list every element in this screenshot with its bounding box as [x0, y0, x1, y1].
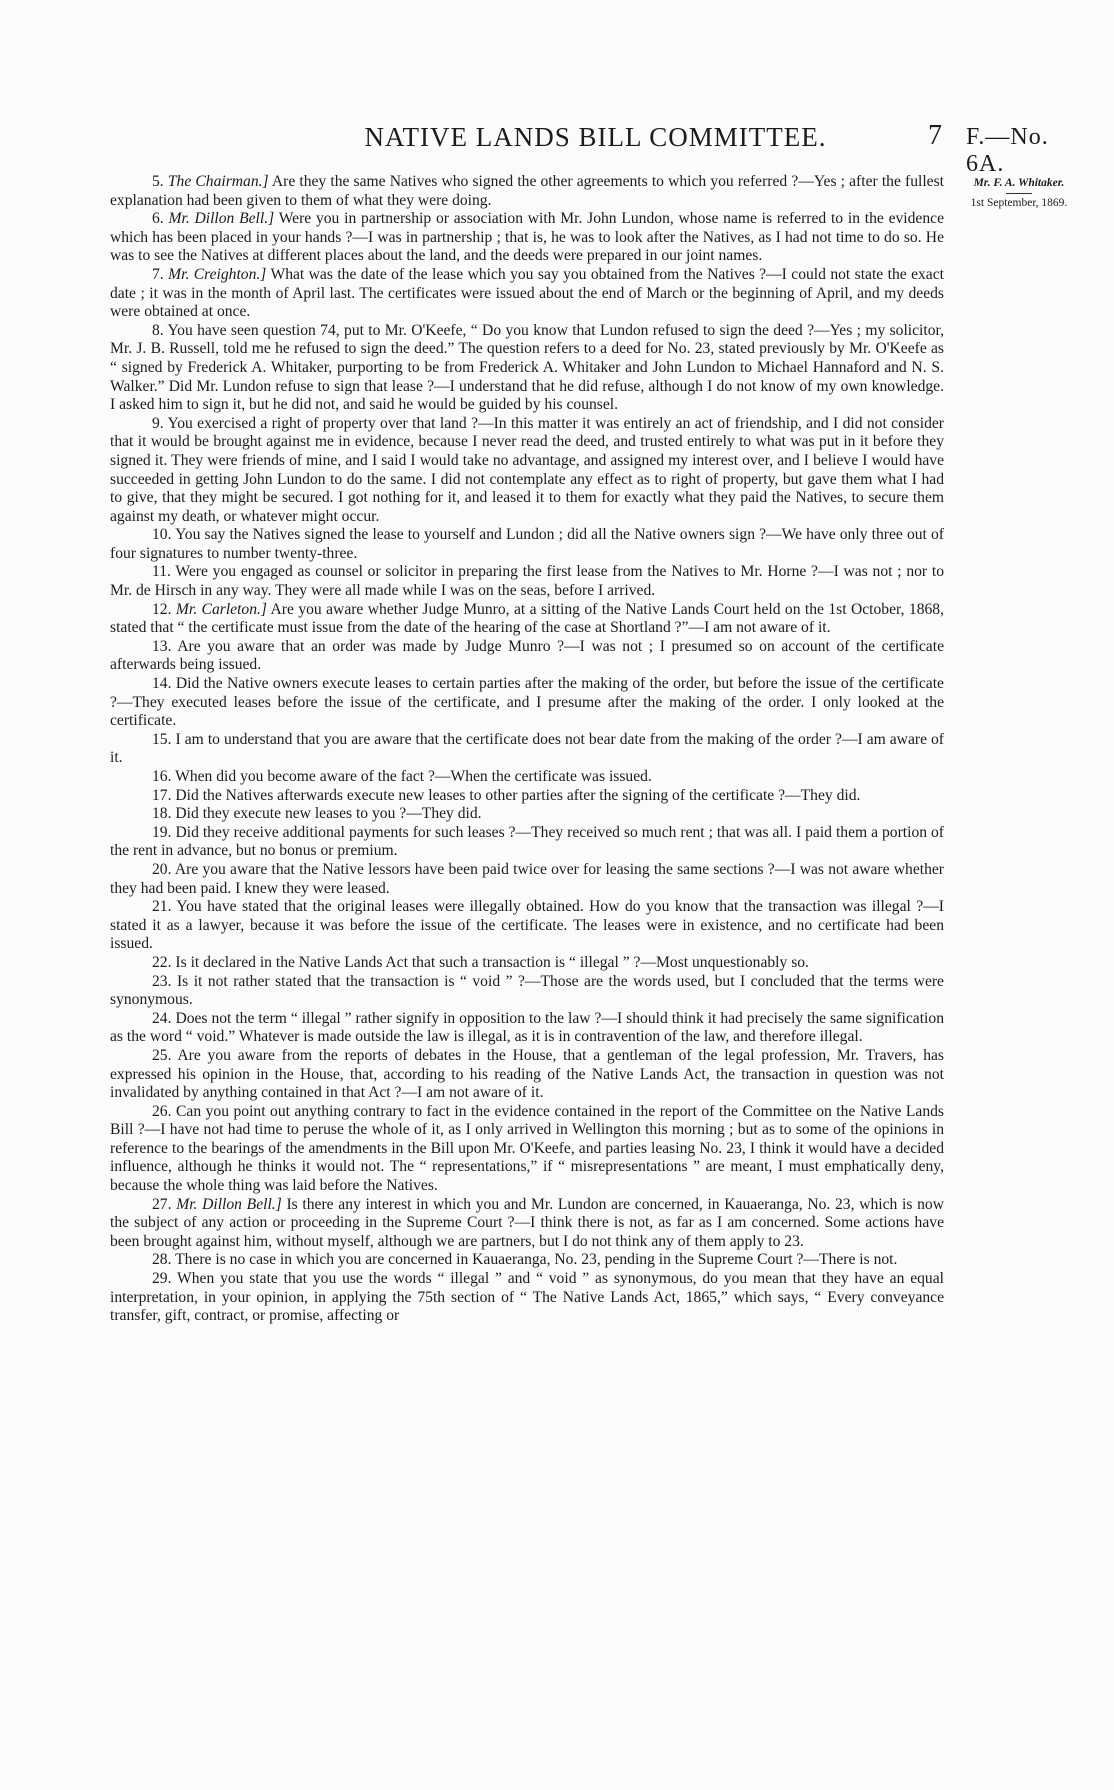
speaker-name: Mr. Dillon Bell.]	[176, 1195, 282, 1213]
margin-note	[959, 176, 1079, 211]
question-text: Is there any interest in which you and Mr. Lundon are concerned, in Kauaeranga, No. 23, which is now the subject of any action or proceeding in the Supreme Court ?—I think there is not, as far as I am concerned. Some actions have been brought against him, without myself, although we are partners, but I do not think any of them apply to 23.	[110, 1195, 944, 1250]
question-text: Did the Native owners execute leases to certain parties after the making of the order, but before the issue of the certificate ?—They executed leases before the issue of the certificate, and I presume after the making of the order. I only looked at the certificate.	[110, 675, 944, 730]
speaker-name: Mr. Carleton.]	[175, 600, 267, 618]
question-text: When you state that you use the words “ illegal ” and “ void ” as synonymous, do you mean that they have an equal interpretation, in your opinion, in applying the 75th section of “ The Native Lands Act, 1865,” which says, “ Every conveyance transfer, gift, contract, or promise, affecting or	[110, 1270, 944, 1325]
page-number: 7	[928, 120, 942, 151]
question-paragraph	[110, 1047, 944, 1103]
question-text: What was the date of the lease which you say you obtained from the Natives ?—I could not state the exact date ; it was in the month of April last. The certificates were issued about the end of March or the beginning of April, and my deeds were obtained at once.	[110, 265, 944, 321]
question-number: 21.	[152, 898, 172, 916]
question-number: 26.	[152, 1102, 172, 1120]
question-text: Are you aware that an order was made by Judge Munro ?—I was not ; I presumed so on account of the certificate afterwards being issued.	[110, 637, 944, 674]
question-text: Is it not rather stated that the transaction is “ void ” ?—Those are the words used, but I concluded that the terms were synonymous.	[110, 972, 944, 1009]
question-paragraph	[110, 563, 944, 600]
question-paragraph	[110, 210, 944, 266]
question-number: 23.	[152, 972, 172, 990]
question-text: Were you engaged as counsel or solicitor in preparing the first lease from the Natives to Mr. Horne ?—I was not ; nor to Mr. de Hirsch in any way. They were all made while I was on the seas, before I arrived.	[110, 563, 944, 600]
question-paragraph	[110, 675, 944, 731]
question-paragraph	[110, 973, 944, 1010]
question-number: 25.	[152, 1046, 172, 1064]
witness-name: Mr. F. A. Whitaker.	[973, 177, 1065, 189]
question-paragraph	[110, 1103, 944, 1196]
speaker-name: The Chairman.]	[167, 173, 269, 190]
question-number: 6.	[152, 210, 164, 228]
question-text: Does not the term “ illegal ” rather signify in opposition to the law ?—I should think it had precisely the same signification as the word “ void.” Whatever is made outside the law is illegal, as it is in contravention of the law, and therefore illegal.	[110, 1009, 944, 1046]
question-number: 7.	[152, 265, 164, 283]
question-text: Are you aware that the Native lessors have been paid twice over for leasing the same sections ?—I was not aware whether they had been paid. I knew they were leased.	[110, 860, 944, 897]
question-number: 17.	[152, 786, 172, 804]
question-number: 15.	[152, 730, 172, 748]
question-number: 14.	[152, 675, 172, 693]
question-number: 8.	[152, 321, 164, 339]
question-paragraph	[110, 1010, 944, 1047]
question-paragraph	[110, 322, 944, 415]
question-text: Can you point out anything contrary to fact in the evidence contained in the report of the Committee on the Native Lands Bill ?—I have not had time to peruse the whole of it, as I only arrived in Wellington this morning ; but as to some of the opinions in reference to the bearings of the amendments in the Bill upon Mr. O'Keefe, and parties leasing No. 23, I think it would have a decided influence, although he thinks it would not. The “ representations,” if “ misrepresentations ” are meant, I must emphatically deny, because the whole thing was laid before the Natives.	[110, 1102, 944, 1195]
hearing-date: 1st September, 1869.	[970, 197, 1068, 209]
question-number: 10.	[152, 526, 172, 544]
question-text: You exercised a right of property over that land ?—In this matter it was entirely an act of friendship, and I did not consider that it would be brought against me in evidence, because I never read the deed, and trusted entirely to what was put in it before they signed it. They were friends of mine, and I said I would take no advantage, and assigned my interest over, and I believe I would have succeeded in getting John Lundon to do the same. I did not contemplate any effect as to right of property, but gave them what I had to give, that they might be secured. I got nothing for it, and leased it to them for exactly what they paid the Natives, to secure them against my death, or whatever might occur.	[110, 414, 944, 525]
question-paragraph	[110, 787, 944, 806]
question-text: You have stated that the original leases were illegally obtained. How do you know that the transaction was illegal ?—I stated it as a lawyer, because it was before the issue of the certificate. The leases were in existence, and no certificate had been issued.	[110, 898, 944, 953]
question-text: Did the Natives afterwards execute new leases to other parties after the signing of the certificate ?—They did.	[175, 786, 861, 804]
question-number: 18.	[152, 805, 172, 823]
question-text: I am to understand that you are aware that the certificate does not bear date from the making of the order ?—I am aware of it.	[110, 730, 944, 767]
question-paragraph	[110, 805, 944, 824]
page-header	[108, 118, 1083, 177]
question-paragraph	[110, 861, 944, 898]
question-paragraph	[110, 173, 944, 210]
question-text: Were you in partnership or association with Mr. John Lundon, whose name is referred to in the evidence which has been placed in your hands ?—I was in partnership ; that is, he was to look after the Natives, as I had not time to do so. He was to see the Natives at different places about the land, and the deeds were prepared in our joint names.	[110, 210, 944, 265]
question-text: Did they execute new leases to you ?—They did.	[175, 805, 482, 823]
question-text: When did you become aware of the fact ?—When the certificate was issued.	[175, 768, 652, 785]
question-paragraph	[110, 731, 944, 768]
question-number: 27.	[152, 1195, 172, 1213]
question-text: There is no case in which you are concerned in Kauaeranga, No. 23, pending in the Supreme Court ?—There is not.	[175, 1251, 898, 1269]
question-number: 16.	[152, 768, 172, 785]
question-paragraph	[110, 824, 944, 861]
document-reference: F.—No. 6A.	[966, 124, 1049, 177]
question-paragraph	[110, 601, 944, 638]
question-number: 13.	[152, 637, 172, 655]
question-paragraph	[110, 638, 944, 675]
question-text: Did they receive additional payments for such leases ?—They received so much rent ; that was all. I paid them a portion of the rent in advance, but no bonus or premium.	[110, 823, 945, 860]
question-number: 28.	[152, 1251, 172, 1269]
page-title: NATIVE LANDS BILL COMMITTEE.	[364, 122, 827, 152]
question-paragraph	[110, 1270, 944, 1326]
question-paragraph	[110, 954, 944, 973]
question-number: 19.	[152, 823, 172, 841]
question-paragraph	[110, 415, 944, 527]
question-number: 29.	[152, 1270, 172, 1288]
margin-rule	[1006, 193, 1032, 194]
question-paragraph	[110, 526, 944, 563]
question-text: Are you aware whether Judge Munro, at a sitting of the Native Lands Court held on the 1st October, 1868, stated that “ the certificate must issue from the date of the hearing of the case at Shortland ?”—I am not aware of it.	[110, 600, 944, 637]
question-number: 24.	[152, 1009, 172, 1027]
speaker-name: Mr. Creighton.]	[168, 265, 267, 283]
question-paragraph	[110, 768, 944, 787]
question-paragraph	[110, 1251, 944, 1270]
question-text: You say the Natives signed the lease to yourself and Lundon ; did all the Native owners sign ?—We have only three out of four signatures to number twenty-three.	[110, 526, 945, 562]
question-number: 11.	[152, 563, 171, 581]
question-text: You have seen question 74, put to Mr. O'Keefe, “ Do you know that Lundon refused to sign the deed ?—Yes ; my solicitor, Mr. J. B. Russell, told me he refused to sign the deed.” The question refers to a deed for No. 23, stated previously by Mr. O'Keefe as “ signed by Frederick A. Whitaker, purporting to be from Frederick A. Whitaker and John Lundon to Michael Hannaford and N. S. Walker.” Did Mr. Lundon refuse to sign that lease ?—I understand that he did refuse, although I do not know of my own knowledge. I asked him to sign it, but he did not, and said he would be guided by his counsel.	[110, 321, 944, 414]
question-paragraph	[110, 266, 944, 322]
question-paragraph	[110, 1196, 944, 1252]
question-number: 5.	[152, 173, 164, 190]
question-number: 22.	[152, 953, 172, 971]
question-number: 20.	[152, 860, 172, 878]
question-text: Is it declared in the Native Lands Act that such a transaction is “ illegal ” ?—Most unquestionably so.	[175, 953, 809, 971]
question-text: Are you aware from the reports of debates in the House, that a gentleman of the legal profession, Mr. Travers, has expressed his opinion in the House, that, according to his reading of the Native Lands Act, the transaction in question was not invalidated by anything contained in that Act ?—I am not aware of it.	[110, 1046, 944, 1102]
question-number: 12.	[152, 600, 172, 618]
question-text: Are they the same Natives who signed the other agreements to which you referred ?—Yes ; after the fullest explanation had been given to them of what they were doing.	[110, 173, 944, 209]
question-paragraph	[110, 898, 944, 954]
document-body	[110, 173, 944, 1326]
speaker-name: Mr. Dillon Bell.]	[168, 210, 275, 228]
question-number: 9.	[152, 414, 164, 432]
